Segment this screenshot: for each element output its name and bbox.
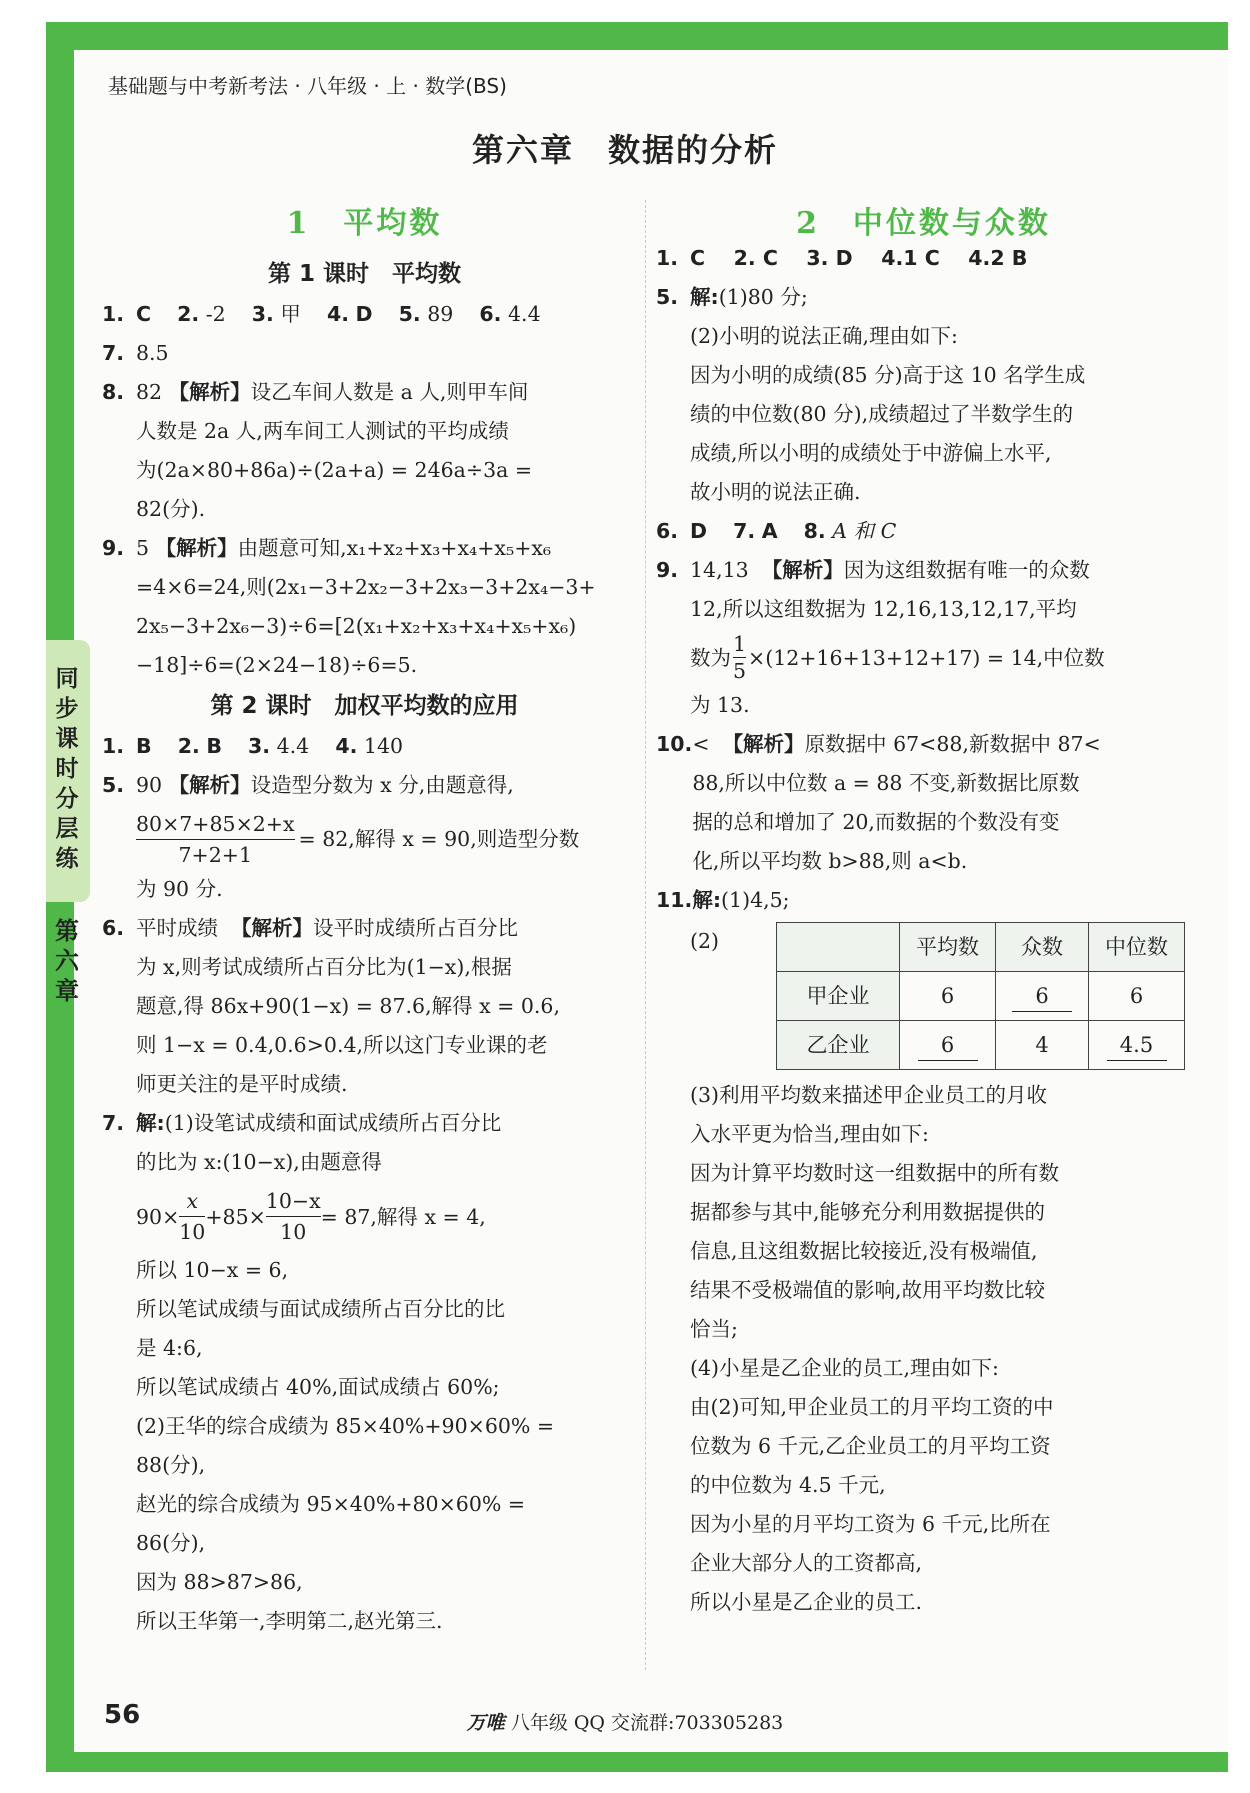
left-column [102, 195, 627, 1641]
table-row [777, 972, 1185, 1021]
table-header-row [777, 923, 1185, 972]
table-header: 平均数 [900, 923, 996, 972]
answer-r-11-continued: (3)利用平均数来描述甲企业员工的月收 入水平更为恰当,理由如下: 因为计算平均数时这一组数据中的所有数 据都参与其中,能够充分利用数据提供的 信息,且这组数据比较接近,没有极端值, 结果不受极端值的影响,故用平均数比较 恰当; (4)小星是乙企业的员工,理由如下: 由(2)可知,甲企业员工的月平均工资的中 位数为 6 千元,乙企业员工的月平均工资 的中位数为 4.5 千元, 因为小星的月平均工资为 6 千元,比所在 企业大部分人的工资都高, 所以小星是乙企业的员工. [690, 1083, 1059, 1614]
table-cell: 4 [996, 1021, 1089, 1070]
bottom-border [46, 1752, 1228, 1772]
side-chapter-label: 第六章 [55, 917, 79, 1005]
lesson-title-2: 第 2 课时 加权平均数的应用 [210, 693, 519, 719]
top-border [46, 22, 1228, 50]
fraction: $\frac{x}{10}$ [179, 1186, 205, 1247]
stats-table [776, 922, 1185, 1070]
section-title-mean: 1 平均数 [286, 206, 443, 241]
answer-7: 7. 8.5 [102, 341, 169, 365]
side-tab-label: 同步课时分层练 [55, 666, 79, 872]
book-header: 基础题与中考新考法 · 八年级 · 上 · 数学(BS) [108, 74, 507, 98]
footer [0, 1708, 1250, 1735]
column-divider [645, 200, 646, 1670]
section-title-median-mode: 2 中位数与众数 [796, 206, 1051, 241]
answer-r-5: 5. 解:(1)80 分; (2)小明的说法正确,理由如下: 因为小明的成绩(85 分)高于这 10 名学生成 绩的中位数(80 分),成绩超过了半数学生的 成绩,所以小明的成绩处于中游偏上水平, 故小明的说法正确. [656, 285, 1086, 504]
table-row-label: 甲企业 [777, 972, 900, 1021]
chapter-title: 第六章 数据的分析 [471, 131, 778, 169]
answer-r-11-table-block: (2) 平均数 众数 中位数 甲企业 6 6 6 乙企业 6 4 4.5 [656, 922, 1191, 1070]
answer-2-5: 5. 90 【解析】设造型分数为 x 分,由题意得, $\frac{80\times 7+85\times 2+x}{7+2+1}$ = 82,解得 x = 90,则造型分数 为 90 分. [102, 773, 580, 901]
answer-line-r-1-4: 1. C 2. C 3. D 4.1 C 4.2 B [656, 246, 1028, 270]
answer-8: 8. 82 【解析】设乙车间人数是 a 人,则甲车间 人数是 2a 人,两车间工人测试的平均成绩 为(2a×80+86a)÷(2a+a) = 246a÷3a = 82(分). [102, 380, 533, 521]
answer-2-6: 6. 平时成绩 【解析】设平时成绩所占百分比 为 x,则考试成绩所占百分比为(1−x),根据 题意,得 86x+90(1−x) = 87.6,解得 x = 0.6, 则 1−x = 0.4,0.6>0.4,所以这门专业课的老 师更关注的是平时成绩. [102, 916, 560, 1096]
table-header: 中位数 [1089, 923, 1185, 972]
table-cell-filled: 4.5 [1089, 1021, 1185, 1070]
answer-line-1-6: 1. C 2. -2 3. 甲 4. D 5. 89 6. 4.4 [102, 302, 541, 326]
answer-r-11: 11. 解:(1)4,5; [656, 888, 790, 912]
page-number: 56 [104, 1700, 141, 1730]
equation-line: 90× $\frac{x}{10}$ +85× $\frac{10-x}{10}$ = 87,解得 x = 4, [136, 1186, 486, 1247]
fraction: $\frac{10-x}{10}$ [266, 1186, 321, 1247]
table-header: 众数 [996, 923, 1089, 972]
answer-2-7: 7. 解:(1)设笔试成绩和面试成绩所占百分比 的比为 x:(10−x),由题意得 90× $\frac{x}{10}$ +85× $\frac{10-x}{10}$ = 87,解得 x = 4, 所以 10−x = 6, 所以笔试成绩与面试成绩所占百分比的比 是 4:6, 所以笔试成绩占 40%,面试成绩占 60%; (2)王华的综合成绩为 85×40%+90×60% = 88(分), 赵光的综合成绩为 95×40%+80×60% = 86(分), 因为 88>87>86, 所以王华第一,李明第二,赵光第三. [102, 1111, 555, 1633]
table-row [777, 1021, 1185, 1070]
mean-equation: 数为 $\frac{1}{5}$ ×(12+16+13+12+17) = 14,中位数 [690, 632, 1105, 683]
table-row-label: 乙企业 [777, 1021, 900, 1070]
table-cell-filled: 6 [996, 972, 1089, 1021]
lesson-title-1: 第 1 课时 平均数 [267, 261, 462, 287]
table-cell-filled: 6 [900, 1021, 996, 1070]
table-cell: 6 [1089, 972, 1185, 1021]
fraction-line: $\frac{80\times 7+85\times 2+x}{7+2+1}$ = 82,解得 x = 90,则造型分数 [136, 809, 579, 870]
table-header-corner [777, 923, 900, 972]
answer-r-10: 10. < 【解析】原数据中 67<88,新数据中 87< 88,所以中位数 a = 88 不变,新数据比原数 据的总和增加了 20,而数据的个数没有变 化,所以平均数 b>88,则 a<b. [656, 732, 1101, 873]
publisher-logo: 万唯 [466, 1712, 505, 1734]
answer-r-9: 9. 14,13 【解析】因为这组数据有唯一的众数 12,所以这组数据为 12,16,13,12,17,平均 数为 $\frac{1}{5}$ ×(12+16+13+12+17) = 14,中位数 为 13. [656, 558, 1105, 717]
answer-line-r-6-8: 6. D 7. A 8. A 和 C [656, 519, 897, 543]
answer-line-2-1-4: 1. B 2. B 3. 4.4 4. 140 [102, 734, 404, 758]
right-column [656, 195, 1191, 1622]
table-cell: 6 [900, 972, 996, 1021]
fraction: $\frac{80\times 7+85\times 2+x}{7+2+1}$ [136, 809, 295, 870]
answer-9: 9. 5 【解析】由题意可知,x₁+x₂+x₃+x₄+x₅+x₆ =4×6=24,则(2x₁−3+2x₂−3+2x₃−3+2x₄−3+ 2x₅−3+2x₆−3)÷6=[2(x₁+x₂+x₃+x₄+x₅+x₆) −18]÷6=(2×24−18)÷6=5. [102, 536, 596, 677]
footer-text: 八年级 QQ 交流群:703305283 [510, 1712, 784, 1734]
fraction: $\frac{1}{5}$ [733, 632, 747, 683]
